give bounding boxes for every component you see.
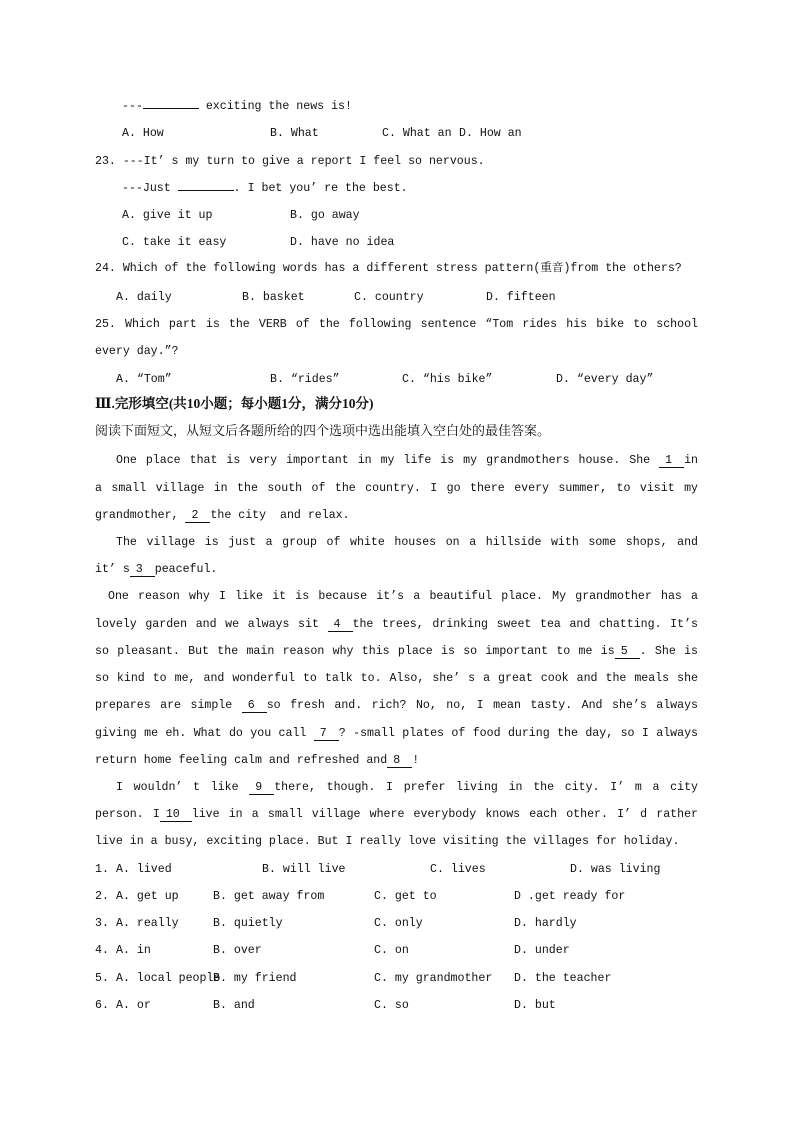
text-segment: a small village in the south of the country. I go there every summer, to visit my [95,482,698,495]
answer-option: A. How [122,127,164,140]
answer-option: D. fifteen [486,291,556,304]
text-segment: ! [412,754,420,767]
answer-option: C. take it easy [122,236,227,249]
answer-option: D. have no idea [290,236,395,249]
text-segment: it’ s [95,563,130,576]
answer-option: C. my grandmother [374,972,493,985]
question-number: 5. [95,972,109,985]
text-segment: One place that is very important in my life is my grandmothers house. She [116,454,660,467]
question-number: 1. [95,863,109,876]
text-line [116,535,698,551]
answer-option: A. get up [116,890,179,903]
text-line [95,317,698,333]
text-segment: I wouldn’ t like [116,781,250,794]
answer-option: D. the teacher [514,972,612,985]
answer-blank: 1 [659,454,684,468]
answer-blank: 8 [387,754,412,768]
text-segment: . She is [639,645,698,658]
answer-option: C. country [354,291,424,304]
answer-option: D. “every day” [556,373,654,386]
answer-blank: 7 [314,727,339,741]
text-segment: lovely garden and we always sit [95,618,328,631]
text-line [95,508,350,524]
answer-option: B. over [213,944,262,957]
answer-option: A. “Tom” [116,373,172,386]
answer-option: C. so [374,999,409,1012]
answer-option: D. was living [570,863,661,876]
text-segment: grandmother, [95,509,186,522]
text-line [95,154,485,170]
text-segment: 阅读下面短文，从短文后各题所给的四个选项中选出能填入空白处的最佳答案。 [95,424,551,439]
section-instruction [95,424,550,440]
answer-option: D .get ready for [514,890,626,903]
text-line [116,453,698,469]
text-line [95,698,698,714]
answer-option: C. What an [382,127,452,140]
text-segment: every day.”? [95,345,179,358]
answer-option: A. give it up [122,209,213,222]
text-line [95,261,682,277]
section-heading [95,396,374,412]
answer-option: B. get away from [213,890,325,903]
text-segment: peaceful. [154,563,218,576]
answer-blank: 6 [242,699,267,713]
answer-option: A. really [116,917,179,930]
text-line [95,671,698,687]
text-segment: The village is just a group of white houses on a hillside with some shops, and [116,536,698,549]
answer-option: C. lives [430,863,486,876]
text-segment: in [684,454,698,467]
text-segment: so kind to me, and wonderful to talk to. Also, she’ s a great cook and the meals she [95,672,698,685]
text-segment: 24. Which of the following words has a different stress pattern(重音)from the others? [95,262,682,275]
text-segment: . I bet you’ re the best. [233,182,408,195]
answer-option: B. and [213,999,255,1012]
text-line [122,181,408,197]
text-segment: person. I [95,808,160,821]
question-number: 3. [95,917,109,930]
text-segment: so pleasant. But the main reason why this place is so important to me is [95,645,615,658]
answer-option: C. “his bike” [402,373,493,386]
text-segment: ? -small plates of food during the day, so I always [338,727,698,740]
text-line [95,726,698,742]
answer-option: A. daily [116,291,172,304]
answer-option: D. hardly [514,917,577,930]
text-line [95,562,217,578]
text-line [95,617,698,633]
answer-blank: 4 [328,618,353,632]
answer-blank: 9 [249,781,274,795]
answer-option: A. local people [116,972,221,985]
text-segment: live in a small village where everybody knows each other. I’ d rather [191,808,699,821]
answer-option: A. or [116,999,151,1012]
text-segment: ---Just [122,182,178,195]
text-segment: 23. ---It’ s my turn to give a report I feel so nervous. [95,155,485,168]
answer-option: B. quietly [213,917,283,930]
text-segment: --- [122,100,143,113]
answer-option: D. How an [459,127,522,140]
text-line [108,589,698,605]
answer-option: D. but [514,999,556,1012]
text-segment: the city and relax. [210,509,350,522]
text-segment: 25. Which part is the VERB of the following sentence “Tom rides his bike to school [95,318,698,331]
answer-option: B. basket [242,291,305,304]
text-segment: the trees, drinking sweet tea and chatting. It’s [352,618,698,631]
question-number: 6. [95,999,109,1012]
text-segment: Ⅲ.完形填空(共10小题；每小题1分，满分10分) [95,396,374,411]
text-line [95,344,179,360]
answer-blank: 5 [615,645,640,659]
answer-blank: 2 [185,509,210,523]
answer-option: C. get to [374,890,437,903]
text-segment: live in a busy, exciting place. But I really love visiting the villages for holiday. [95,835,680,848]
text-line [95,644,698,660]
text-line [95,753,419,769]
text-line [95,481,698,497]
text-segment: there, though. I prefer living in the city. I’ m a city [274,781,698,794]
text-segment: return home feeling calm and refreshed and [95,754,388,767]
text-line [95,807,698,823]
text-segment: giving me eh. What do you call [95,727,314,740]
answer-option: B. will live [262,863,346,876]
text-line [122,99,352,115]
question-number: 4. [95,944,109,957]
text-line [116,780,698,796]
text-segment: prepares are simple [95,699,242,712]
answer-option: D. under [514,944,570,957]
text-segment: so fresh and. rich? No, no, I mean tasty. And she’s always [266,699,699,712]
answer-blank: 10 [160,808,192,822]
answer-option: B. “rides” [270,373,340,386]
answer-option: C. only [374,917,423,930]
answer-option: B. go away [290,209,360,222]
answer-blank [178,190,234,191]
answer-option: B. my friend [213,972,297,985]
answer-blank [143,108,199,109]
answer-blank: 3 [130,563,155,577]
answer-option: A. in [116,944,151,957]
text-segment: One reason why I like it is because it’s a beautiful place. My grandmother has a [108,590,698,603]
text-segment: exciting the news is! [198,100,352,113]
text-line [95,834,679,850]
question-number: 2. [95,890,109,903]
answer-option: C. on [374,944,409,957]
answer-option: B. What [270,127,319,140]
answer-option: A. lived [116,863,172,876]
